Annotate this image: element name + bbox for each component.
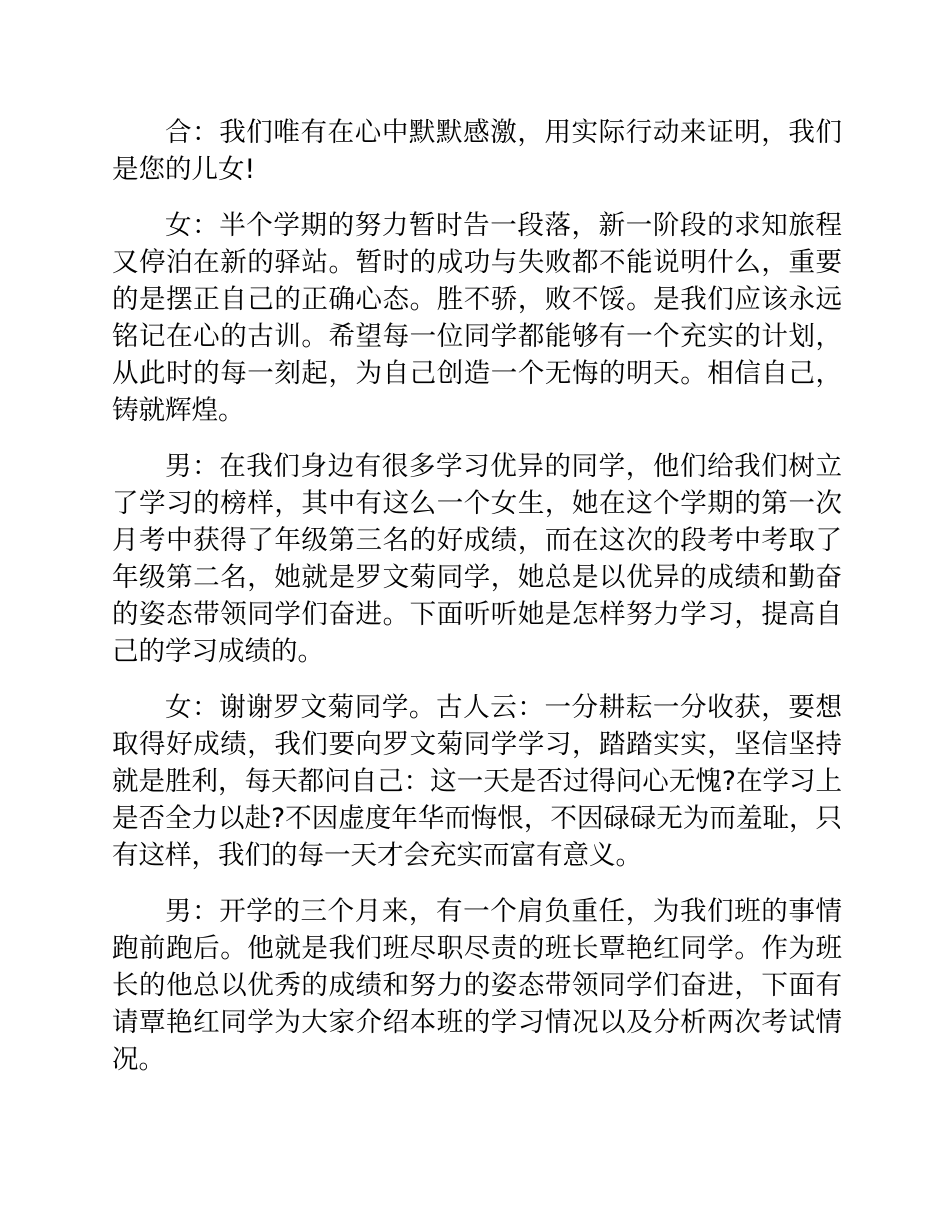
paragraph-1: 合：我们唯有在心中默默感激，用实际行动来证明，我们是您的儿女! <box>112 117 842 185</box>
paragraph-5: 男：开学的三个月来，有一个肩负重任，为我们班的事情跑前跑后。他就是我们班尽职尽责的班长覃艳红同学。作为班长的他总以优秀的成绩和努力的姿态带领同学们奋进，下面有请覃艳红同学为大家介绍本班的学习情况以及分析两次考试情况。 <box>112 896 842 1075</box>
document-body <box>112 114 842 1097</box>
paragraph-2: 女：半个学期的努力暂时告一段落，新一阶段的求知旅程又停泊在新的驿站。暂时的成功与失败都不能说明什么，重要的是摆正自己的正确心态。胜不骄，败不馁。是我们应该永远铭记在心的古训。希望每一位同学都能够有一个充实的计划，从此时的每一刻起，为自己创造一个无悔的明天。相信自己，铸就辉煌。 <box>112 210 842 426</box>
paragraph-4: 女：谢谢罗文菊同学。古人云：一分耕耘一分收获，要想取得好成绩，我们要向罗文菊同学学习，踏踏实实，坚信坚持就是胜利，每天都问自己：这一天是否过得问心无愧?在学习上是否全力以赴?不因虚度年华而悔恨，不因碌碌无为而羞耻，只有这样，我们的每一天才会充实而富有意义。 <box>112 692 842 871</box>
paragraph-3: 男：在我们身边有很多学习优异的同学，他们给我们树立了学习的榜样，其中有这么一个女生，她在这个学期的第一次月考中获得了年级第三名的好成绩，而在这次的段考中考取了年级第二名，她就是罗文菊同学，她总是以优异的成绩和勤奋的姿态带领同学们奋进。下面听听她是怎样努力学习，提高自己的学习成绩的。 <box>112 451 842 667</box>
